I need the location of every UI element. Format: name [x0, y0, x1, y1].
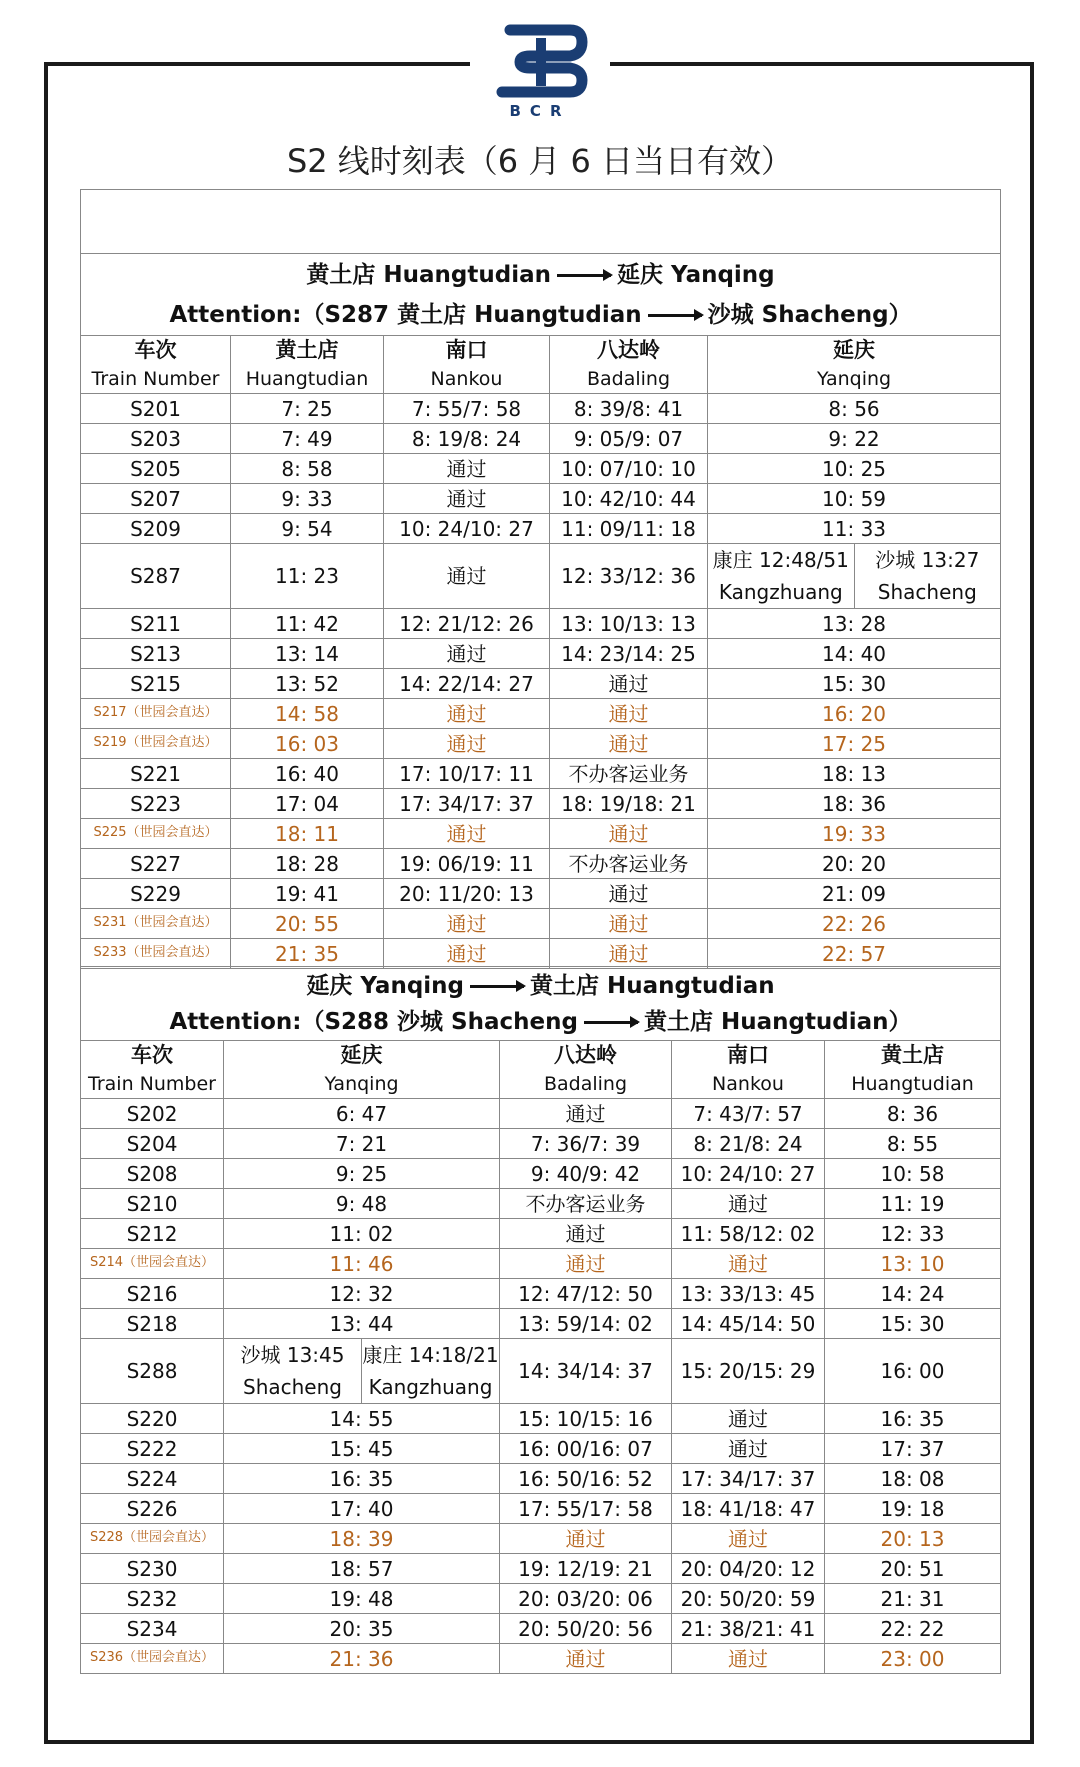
train-row	[81, 759, 1001, 789]
direction-line	[81, 968, 1000, 1004]
express-train-row	[81, 819, 1001, 849]
time-cell: 6: 47	[224, 1099, 500, 1129]
time-cell: 9: 33	[231, 484, 384, 514]
time-cell: 21: 35	[231, 939, 384, 969]
inbound-timetable	[80, 966, 1001, 1674]
train-number: S228（世园会直达）	[81, 1524, 224, 1554]
time-cell: 通过	[550, 879, 708, 909]
arrow-right-icon	[648, 314, 702, 317]
header-cell	[825, 1041, 1001, 1099]
train-number: S201	[81, 394, 231, 424]
express-train-row	[81, 1249, 1001, 1279]
time-cell: 通过	[550, 729, 708, 759]
time-cell: 9: 25	[224, 1159, 500, 1189]
time-cell: 通过	[500, 1644, 672, 1674]
arrow-right-icon	[557, 274, 611, 277]
time-cell: 通过	[384, 454, 550, 484]
split-stop	[854, 544, 1001, 608]
time-cell: 7: 43/7: 57	[672, 1099, 825, 1129]
train-number: S219（世园会直达）	[81, 729, 231, 759]
direction-row	[81, 254, 1001, 336]
attention-prefix: Attention:（S288 沙城 Shacheng	[169, 1008, 578, 1035]
time-cell: 20: 03/20: 06	[500, 1584, 672, 1614]
time-cell: 11: 42	[231, 609, 384, 639]
direction-to: 黄土店 Huangtudian	[530, 972, 775, 999]
time-cell: 19: 06/19: 11	[384, 849, 550, 879]
time-cell: 18: 39	[224, 1524, 500, 1554]
header-cell	[550, 336, 708, 394]
split-stop-name: Shacheng	[243, 1375, 342, 1399]
header-cn: 南口	[727, 1043, 769, 1067]
time-cell: 10: 42/10: 44	[550, 484, 708, 514]
time-cell: 17: 40	[224, 1494, 500, 1524]
train-number: S215	[81, 669, 231, 699]
time-cell: 18: 19/18: 21	[550, 789, 708, 819]
time-cell: 16: 35	[825, 1404, 1001, 1434]
attention-line	[81, 295, 1000, 335]
train-row	[81, 1339, 1001, 1404]
header-cn: 车次	[134, 338, 177, 362]
blank-row	[81, 190, 1001, 254]
split-stops	[224, 1339, 499, 1403]
train-row	[81, 484, 1001, 514]
time-cell: 16: 50/16: 52	[500, 1464, 672, 1494]
time-cell: 18: 57	[224, 1554, 500, 1584]
header-cn: 车次	[131, 1043, 173, 1067]
header-cn: 黄土店	[275, 338, 339, 362]
time-cell: 19: 41	[231, 879, 384, 909]
header-cell	[231, 336, 384, 394]
time-cell: 13: 44	[224, 1309, 500, 1339]
split-stop-name: Kangzhuang	[718, 580, 843, 604]
time-cell: 12: 47/12: 50	[500, 1279, 672, 1309]
time-cell: 通过	[550, 909, 708, 939]
time-cell: 20: 51	[825, 1554, 1001, 1584]
time-cell: 12: 32	[224, 1279, 500, 1309]
time-cell: 11: 09/11: 18	[550, 514, 708, 544]
split-stop-time: 沙城 13:27	[875, 548, 980, 572]
time-cell: 16: 35	[224, 1464, 500, 1494]
time-cell: 17: 04	[231, 789, 384, 819]
time-cell: 15: 30	[708, 669, 1001, 699]
header-en: Train Number	[88, 1073, 216, 1095]
header-cell	[708, 336, 1001, 394]
train-number: S220	[81, 1404, 224, 1434]
time-cell: 11: 58/12: 02	[672, 1219, 825, 1249]
time-cell: 22: 57	[708, 939, 1001, 969]
time-cell: 10: 07/10: 10	[550, 454, 708, 484]
header-cell	[500, 1041, 672, 1099]
train-number: S212	[81, 1219, 224, 1249]
time-cell: 通过	[550, 699, 708, 729]
time-cell: 7: 55/7: 58	[384, 394, 550, 424]
split-stop-name: Shacheng	[877, 580, 977, 604]
time-cell: 14: 45/14: 50	[672, 1309, 825, 1339]
train-row	[81, 1614, 1001, 1644]
time-cell: 13: 59/14: 02	[500, 1309, 672, 1339]
time-cell: 11: 02	[224, 1219, 500, 1249]
train-number: S231（世园会直达）	[81, 909, 231, 939]
train-number: S217（世园会直达）	[81, 699, 231, 729]
time-cell: 14: 22/14: 27	[384, 669, 550, 699]
time-cell: 15: 30	[825, 1309, 1001, 1339]
header-en: Yanqing	[816, 368, 892, 390]
time-cell: 10: 24/10: 27	[384, 514, 550, 544]
train-row	[81, 514, 1001, 544]
time-cell: 20: 04/20: 12	[672, 1554, 825, 1584]
time-cell: 不办客运业务	[550, 759, 708, 789]
header-row	[81, 336, 1001, 394]
logo-text: BCR	[509, 102, 571, 120]
time-cell: 11: 19	[825, 1189, 1001, 1219]
train-number: S224	[81, 1464, 224, 1494]
time-cell: 13: 10	[825, 1249, 1001, 1279]
page-title: S2 线时刻表（6 月 6 日当日有效）	[286, 142, 794, 180]
time-cell: 18: 28	[231, 849, 384, 879]
train-number: S214（世园会直达）	[81, 1249, 224, 1279]
direction-line	[81, 255, 1000, 295]
time-cell: 7: 36/7: 39	[500, 1129, 672, 1159]
time-cell: 14: 34/14: 37	[500, 1339, 672, 1404]
time-cell: 19: 18	[825, 1494, 1001, 1524]
time-cell: 通过	[384, 729, 550, 759]
time-cell: 20: 11/20: 13	[384, 879, 550, 909]
time-cell: 15: 20/15: 29	[672, 1339, 825, 1404]
time-cell: 9: 40/9: 42	[500, 1159, 672, 1189]
train-number: S288	[81, 1339, 224, 1404]
time-cell: 通过	[550, 669, 708, 699]
time-cell: 13: 10/13: 13	[550, 609, 708, 639]
train-number: S221	[81, 759, 231, 789]
split-stop	[708, 544, 854, 608]
time-cell: 7: 49	[231, 424, 384, 454]
time-cell: 15: 45	[224, 1434, 500, 1464]
time-cell: 通过	[500, 1249, 672, 1279]
time-cell: 9: 22	[708, 424, 1001, 454]
train-number: S222	[81, 1434, 224, 1464]
train-number: S218	[81, 1309, 224, 1339]
time-cell: 10: 59	[708, 484, 1001, 514]
time-cell: 通过	[672, 1524, 825, 1554]
train-row	[81, 1494, 1001, 1524]
time-cell: 21: 09	[708, 879, 1001, 909]
time-cell: 11: 23	[231, 544, 384, 609]
header-en: Badaling	[543, 1073, 628, 1095]
time-cell: 通过	[384, 484, 550, 514]
time-cell: 14: 55	[224, 1404, 500, 1434]
express-train-row	[81, 939, 1001, 969]
time-cell: 20: 20	[708, 849, 1001, 879]
train-number: S204	[81, 1129, 224, 1159]
time-cell: 18: 13	[708, 759, 1001, 789]
express-train-row	[81, 1644, 1001, 1674]
time-cell: 10: 25	[708, 454, 1001, 484]
train-number: S225（世园会直达）	[81, 819, 231, 849]
train-number: S234	[81, 1614, 224, 1644]
train-row	[81, 544, 1001, 609]
train-row	[81, 1554, 1001, 1584]
time-cell: 19: 33	[708, 819, 1001, 849]
time-cell: 8: 21/8: 24	[672, 1129, 825, 1159]
time-cell: 通过	[672, 1189, 825, 1219]
header-en: Badaling	[586, 368, 671, 390]
time-cell: 13: 14	[231, 639, 384, 669]
time-cell: 13: 52	[231, 669, 384, 699]
direction-from: 黄土店 Huangtudian	[306, 261, 552, 288]
express-train-row	[81, 729, 1001, 759]
train-row	[81, 849, 1001, 879]
time-cell: 8: 36	[825, 1099, 1001, 1129]
split-stop-time: 康庄 12:48/51	[712, 548, 849, 572]
time-cell: 18: 08	[825, 1464, 1001, 1494]
time-cell: 通过	[384, 544, 550, 609]
train-number: S211	[81, 609, 231, 639]
time-cell: 22: 22	[825, 1614, 1001, 1644]
split-stop-time: 康庄 14:18/21	[362, 1343, 499, 1367]
time-cell: 不办客运业务	[550, 849, 708, 879]
time-cell: 9: 05/9: 07	[550, 424, 708, 454]
header-en: Nankou	[430, 368, 503, 390]
header-cell	[224, 1041, 500, 1099]
time-cell: 通过	[500, 1099, 672, 1129]
split-stop-name: Kangzhuang	[368, 1375, 493, 1399]
train-number: S236（世园会直达）	[81, 1644, 224, 1674]
time-cell: 10: 24/10: 27	[672, 1159, 825, 1189]
time-cell: 20: 13	[825, 1524, 1001, 1554]
train-row	[81, 1279, 1001, 1309]
train-number: S216	[81, 1279, 224, 1309]
arrow-right-icon	[470, 985, 524, 988]
time-cell: 13: 28	[708, 609, 1001, 639]
time-cell: 21: 31	[825, 1584, 1001, 1614]
train-number: S227	[81, 849, 231, 879]
time-cell: 通过	[384, 639, 550, 669]
time-cell: 11: 46	[224, 1249, 500, 1279]
train-row	[81, 1404, 1001, 1434]
train-row	[81, 424, 1001, 454]
time-cell: 14: 24	[825, 1279, 1001, 1309]
time-cell: 通过	[672, 1249, 825, 1279]
header-en: Huangtudian	[245, 368, 369, 390]
time-cell: 通过	[550, 819, 708, 849]
header-cn: 八达岭	[597, 338, 660, 362]
time-cell: 21: 38/21: 41	[672, 1614, 825, 1644]
time-cell: 19: 48	[224, 1584, 500, 1614]
train-number: S230	[81, 1554, 224, 1584]
time-cell: 12: 21/12: 26	[384, 609, 550, 639]
time-cell: 8: 19/8: 24	[384, 424, 550, 454]
train-number: S232	[81, 1584, 224, 1614]
time-cell: 通过	[672, 1434, 825, 1464]
train-row	[81, 789, 1001, 819]
train-row	[81, 1099, 1001, 1129]
direction-row	[81, 967, 1001, 1041]
time-cell: 8: 58	[231, 454, 384, 484]
train-number: S209	[81, 514, 231, 544]
attention-line	[81, 1004, 1000, 1040]
train-row	[81, 1464, 1001, 1494]
time-cell: 16: 00	[825, 1339, 1001, 1404]
time-cell: 8: 39/8: 41	[550, 394, 708, 424]
time-cell: 通过	[384, 939, 550, 969]
time-cell: 通过	[500, 1219, 672, 1249]
time-cell: 15: 10/15: 16	[500, 1404, 672, 1434]
direction-to: 延庆 Yanqing	[617, 261, 775, 288]
train-row	[81, 609, 1001, 639]
train-number: S213	[81, 639, 231, 669]
split-stops	[708, 544, 1000, 608]
time-cell: 7: 21	[224, 1129, 500, 1159]
time-cell: 通过	[500, 1524, 672, 1554]
header-cell	[384, 336, 550, 394]
attention-to: 沙城 Shacheng）	[707, 301, 912, 328]
time-cell: 通过	[384, 819, 550, 849]
time-cell: 23: 00	[825, 1644, 1001, 1674]
train-row	[81, 879, 1001, 909]
time-cell: 8: 55	[825, 1129, 1001, 1159]
train-number: S208	[81, 1159, 224, 1189]
header-cn: 八达岭	[554, 1043, 617, 1067]
time-cell: 9: 54	[231, 514, 384, 544]
time-cell: 20: 50/20: 56	[500, 1614, 672, 1644]
time-cell: 18: 41/18: 47	[672, 1494, 825, 1524]
time-cell: 17: 37	[825, 1434, 1001, 1464]
train-row	[81, 669, 1001, 699]
time-cell: 14: 23/14: 25	[550, 639, 708, 669]
time-cell: 16: 03	[231, 729, 384, 759]
header-row	[81, 1041, 1001, 1099]
arrow-right-icon	[584, 1021, 638, 1024]
time-cell: 9: 48	[224, 1189, 500, 1219]
time-cell: 通过	[672, 1644, 825, 1674]
header-cell	[81, 1041, 224, 1099]
split-stop-cell	[224, 1339, 500, 1404]
time-cell: 17: 25	[708, 729, 1001, 759]
time-cell: 16: 40	[231, 759, 384, 789]
header-en: Train Number	[91, 368, 220, 390]
time-cell: 19: 12/19: 21	[500, 1554, 672, 1584]
train-row	[81, 639, 1001, 669]
time-cell: 17: 55/17: 58	[500, 1494, 672, 1524]
header-cn: 黄土店	[881, 1043, 944, 1067]
time-cell: 14: 40	[708, 639, 1001, 669]
train-number: S210	[81, 1189, 224, 1219]
time-cell: 18: 11	[231, 819, 384, 849]
time-cell: 通过	[672, 1404, 825, 1434]
time-cell: 20: 50/20: 59	[672, 1584, 825, 1614]
header-en: Nankou	[712, 1073, 784, 1095]
direction-from: 延庆 Yanqing	[306, 972, 465, 999]
time-cell: 16: 00/16: 07	[500, 1434, 672, 1464]
train-row	[81, 1219, 1001, 1249]
train-number: S202	[81, 1099, 224, 1129]
train-number: S229	[81, 879, 231, 909]
time-cell: 不办客运业务	[500, 1189, 672, 1219]
time-cell: 17: 10/17: 11	[384, 759, 550, 789]
express-train-row	[81, 909, 1001, 939]
express-train-row	[81, 699, 1001, 729]
train-number: S203	[81, 424, 231, 454]
header-cn: 南口	[445, 338, 488, 362]
train-row	[81, 1159, 1001, 1189]
train-row	[81, 454, 1001, 484]
time-cell: 7: 25	[231, 394, 384, 424]
train-row	[81, 1309, 1001, 1339]
time-cell: 22: 26	[708, 909, 1001, 939]
time-cell: 21: 36	[224, 1644, 500, 1674]
time-cell: 14: 58	[231, 699, 384, 729]
split-stop-time: 沙城 13:45	[240, 1343, 345, 1367]
header-cell	[672, 1041, 825, 1099]
time-cell: 13: 33/13: 45	[672, 1279, 825, 1309]
header-cn: 延庆	[833, 338, 876, 362]
header-cell	[81, 336, 231, 394]
bcr-logo-icon	[490, 20, 590, 100]
split-stop-cell	[708, 544, 1001, 609]
time-cell: 通过	[384, 699, 550, 729]
time-cell: 通过	[384, 909, 550, 939]
time-cell: 20: 35	[224, 1614, 500, 1644]
split-stop	[361, 1339, 499, 1403]
train-number: S233（世园会直达）	[81, 939, 231, 969]
split-stop	[224, 1339, 361, 1403]
header-en: Yanqing	[324, 1073, 399, 1095]
train-number: S223	[81, 789, 231, 819]
attention-to: 黄土店 Huangtudian）	[643, 1008, 912, 1035]
time-cell: 8: 56	[708, 394, 1001, 424]
time-cell: 10: 58	[825, 1159, 1001, 1189]
train-number: S226	[81, 1494, 224, 1524]
train-row	[81, 1434, 1001, 1464]
time-cell: 12: 33/12: 36	[550, 544, 708, 609]
time-cell: 12: 33	[825, 1219, 1001, 1249]
train-row	[81, 1584, 1001, 1614]
train-row	[81, 1129, 1001, 1159]
time-cell: 17: 34/17: 37	[384, 789, 550, 819]
attention-prefix: Attention:（S287 黄土店 Huangtudian	[169, 301, 642, 328]
train-number: S207	[81, 484, 231, 514]
time-cell: 18: 36	[708, 789, 1001, 819]
time-cell: 11: 33	[708, 514, 1001, 544]
header-cn: 延庆	[340, 1043, 383, 1067]
time-cell: 通过	[550, 939, 708, 969]
time-cell: 17: 34/17: 37	[672, 1464, 825, 1494]
train-number: S205	[81, 454, 231, 484]
train-row	[81, 1189, 1001, 1219]
time-cell: 16: 20	[708, 699, 1001, 729]
train-number: S287	[81, 544, 231, 609]
header-en: Huangtudian	[851, 1073, 974, 1095]
time-cell: 20: 55	[231, 909, 384, 939]
outbound-timetable	[80, 189, 1001, 969]
train-row	[81, 394, 1001, 424]
express-train-row	[81, 1524, 1001, 1554]
